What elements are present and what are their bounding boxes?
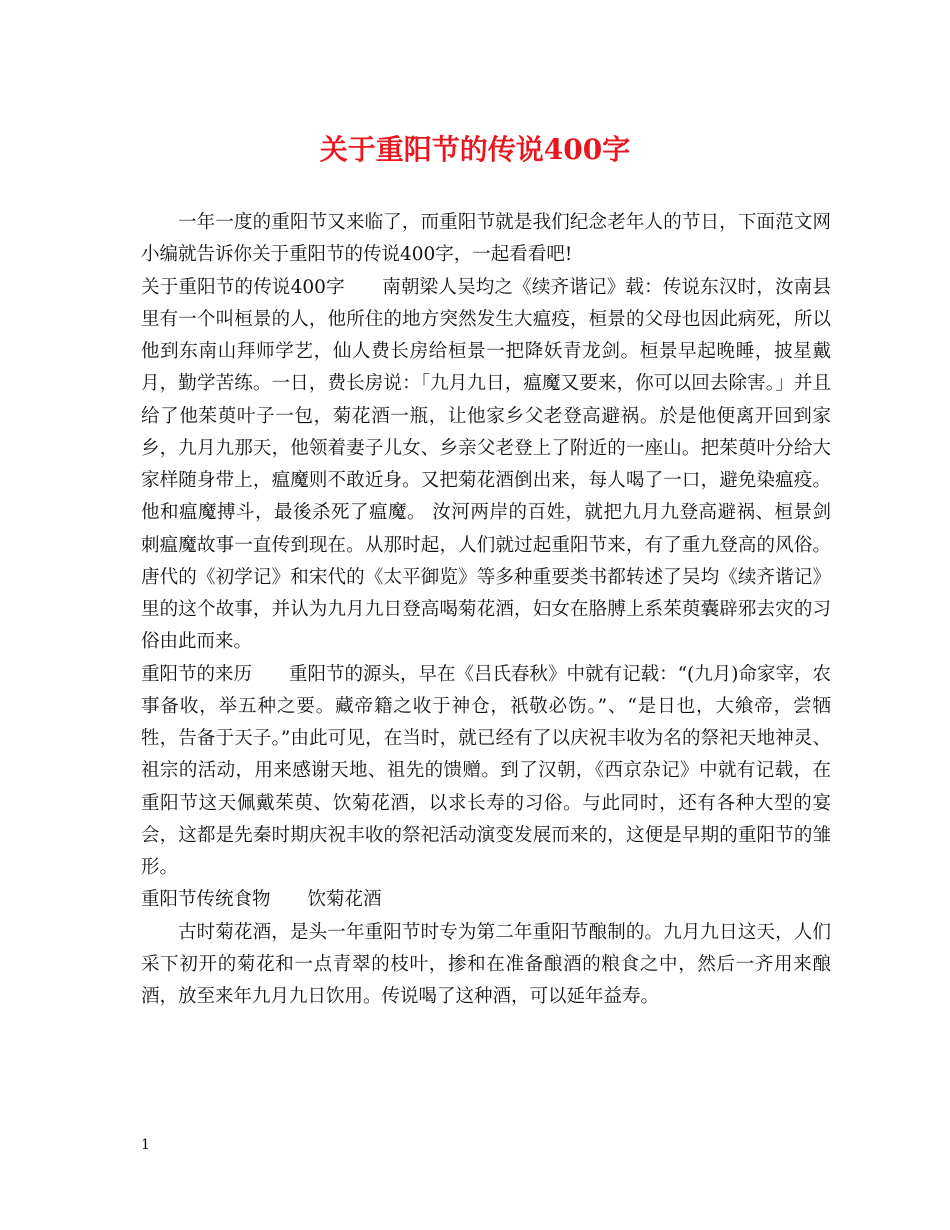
chrysanthemum-wine-paragraph: 古时菊花酒，是头一年重阳节时专为第二年重阳节酿制的。九月九日这天，人们采下初开的菊花和一点青翠的枝叶，掺和在准备酿酒的粮食之中，然后一齐用来酿酒，放至来年九月九日饮用。传说喝了这种酒，可以延年益寿。 <box>141 921 831 1007</box>
origin-paragraph: 重阳节的来历 重阳节的源头，早在《吕氏春秋》中就有记载：“(九月)命家宰，农事备收，举五种之要。藏帝籍之收于神仓，祇敬必饬。”、“是日也，大飨帝，尝牺牲，告备于天子。”由此可见，在当时，就已经有了以庆祝丰收为名的祭祀天地神灵、祖宗的活动，用来感谢天地、祖先的馈赠。到了汉朝，《西京杂记》中就有记载，在重阳节这天佩戴茱萸、饮菊花酒，以求长寿的习俗。与此同时，还有各种大型的宴会，这都是先秦时期庆祝丰收的祭祀活动演变发展而来的，这便是早期的重阳节的雏形。 <box>141 663 831 878</box>
legend-paragraph: 关于重阳节的传说400字 南朝梁人吴均之《续齐谐记》载：传说东汉时，汝南县里有一个叫桓景的人，他所住的地方突然发生大瘟疫，桓景的父母也因此病死，所以他到东南山拜师学艺，仙人费长房给桓景一把降妖青龙剑。桓景早起晚睡，披星戴月，勤学苦练。一日，费长房说：「九月九日，瘟魔又要来，你可以回去除害。」并且给了他茱萸叶子一包，菊花酒一瓶，让他家乡父老登高避祸。於是他便离开回到家乡，九月九那天，他领着妻子儿女、乡亲父老登上了附近的一座山。把茱萸叶分给大家样随身带上，瘟魔则不敢近身。又把菊花酒倒出来，每人喝了一口，避免染瘟疫。他和瘟魔搏斗，最後杀死了瘟魔。 汝河两岸的百姓，就把九月九登高避祸、桓景剑刺瘟魔故事一直传到现在。从那时起，人们就过起重阳节来，有了重九登高的风俗。唐代的《初学记》和宋代的《太平御览》等多种重要类书都转述了吴均《续齐谐记》里的这个故事，并认为九月九日登高喝菊花酒，妇女在胳膊上系茱萸囊辟邪去灾的习俗由此而来。 <box>141 276 831 653</box>
page-number: 1 <box>141 1137 150 1153</box>
intro-paragraph: 一年一度的重阳节又来临了，而重阳节就是我们纪念老年人的节日，下面范文网小编就告诉你关于重阳节的传说400字，一起看看吧! <box>141 212 831 266</box>
document-body <box>141 207 831 1013</box>
document-title: 关于重阳节的传说400字 <box>319 133 631 166</box>
food-heading: 重阳节传统食物 饮菊花酒 <box>141 889 382 911</box>
